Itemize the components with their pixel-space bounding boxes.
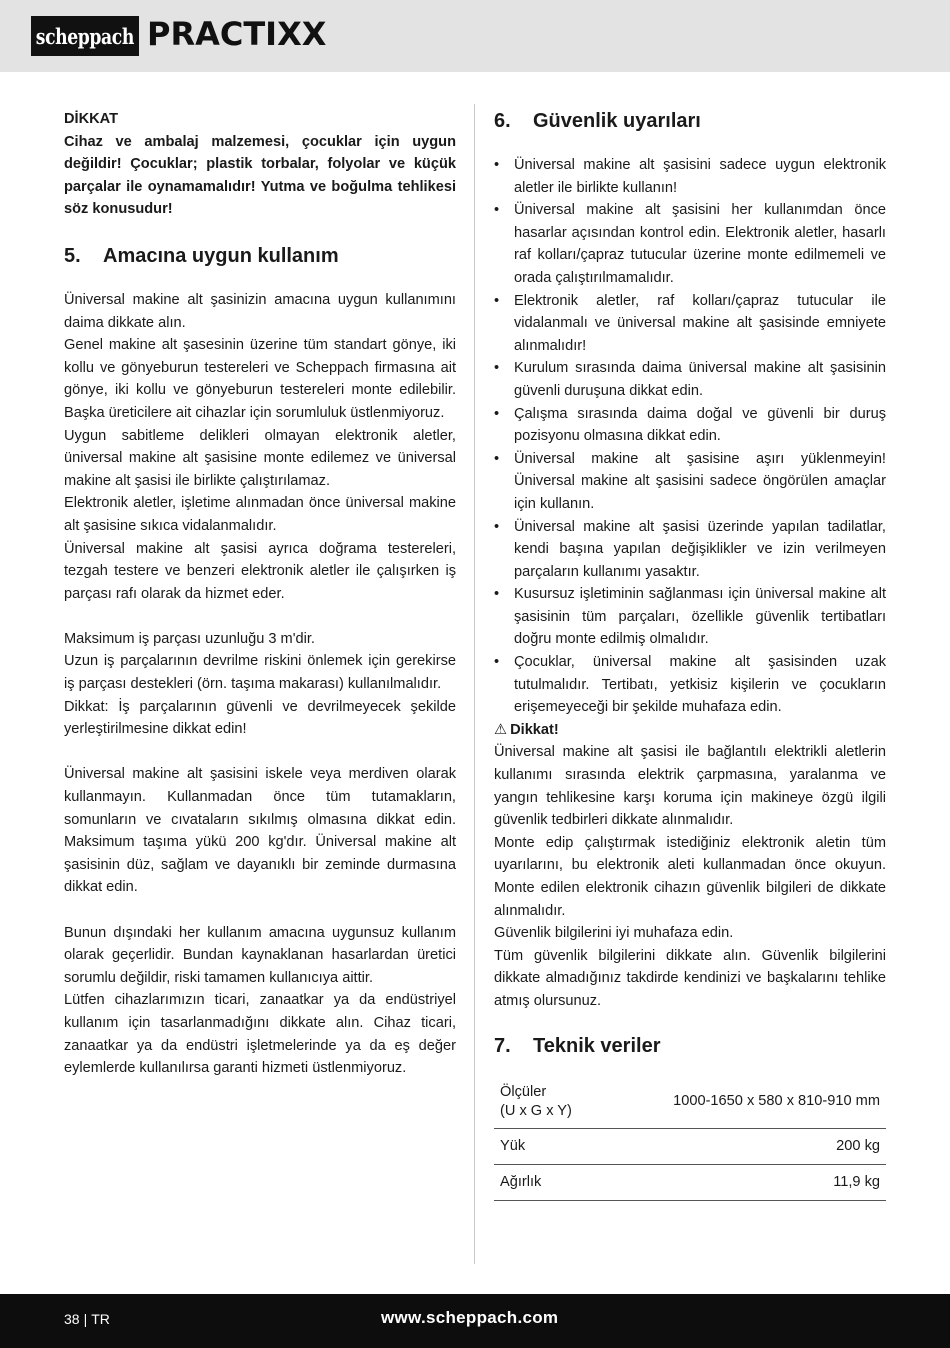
- table-cell-label: Ölçüler (U x G x Y): [494, 1079, 603, 1129]
- table-cell-value: 200 kg: [603, 1128, 886, 1164]
- paragraph: Lütfen cihazlarımızın ticari, zanaatkar ya da endüstriyel kullanım için tasarlanmadığını dikkate alın. Cihaz ticari, zanaatkar ya da endüstri işletmelerinde ya da eş değer eylemlerde kullanılırsa garanti hizmeti üstlenmiyoruz.: [64, 992, 456, 1077]
- list-item: • Elektronik aletler, raf kolları/çapraz tutucular ile vidalanmalı ve üniversal makine alt şasisinde emniyete alınmalıdır!: [494, 290, 886, 358]
- section-7-heading: [494, 1033, 886, 1059]
- list-item: • Kusursuz işletiminin sağlanması için üniversal makine alt şasisinin tüm parçaları, özellikle güvenlik tertibatları doğru monte edilmiş olmalıdır.: [494, 583, 886, 651]
- scheppach-logo: [31, 16, 139, 56]
- section-number: 6.: [494, 110, 511, 132]
- warning-heading: [494, 719, 886, 742]
- section-title: Teknik veriler: [533, 1034, 661, 1057]
- brand-name: scheppach: [35, 23, 135, 49]
- left-column: [64, 108, 456, 1080]
- list-item: • Çocuklar, üniversal makine alt şasisinden uzak tutulmalıdır. Tertibatı, yetkisiz kişilerin ve çocukların erişemeyeceği bir şekilde muhafaza edin.: [494, 651, 886, 719]
- list-item: • Üniversal makine alt şasisine aşırı yüklenmeyin! Üniversal makine alt şasisini sadece öngörülen amaçlar için kullanın.: [494, 448, 886, 516]
- page-footer: [0, 1294, 950, 1348]
- list-item: • Üniversal makine alt şasisini her kullanımdan önce hasarlar açısından kontrol edin. Elektronik aletler, hasarlı raf kolları/çapraz tutucular üzerine monte edilmemeli ve orada çalıştırılmamalıdır.: [494, 199, 886, 289]
- section-title: Güvenlik uyarıları: [533, 110, 701, 132]
- section-title: Amacına uygun kullanım: [103, 244, 339, 267]
- tech-data-table: [494, 1079, 886, 1201]
- bullet-icon: •: [494, 157, 500, 173]
- list-item: • Üniversal makine alt şasisini sadece uygun elektronik aletler ile birlikte kullanın!: [494, 154, 886, 199]
- bullet-icon: •: [494, 292, 500, 309]
- separator: |: [83, 1311, 88, 1327]
- paragraph: Güvenlik bilgilerini iyi muhafaza edin.: [494, 925, 734, 942]
- bullet-icon: •: [494, 586, 500, 603]
- practixx-logo: PRACTIXX: [147, 15, 327, 53]
- table-cell-label: Yük: [494, 1128, 603, 1164]
- column-divider: [474, 104, 475, 1264]
- paragraph: Genel makine alt şasesinin üzerine tüm standart gönye, iki kollu ve gönyeburun testereleri ve Scheppach firmasına ait gönye, iki kollu ve gönyeburun testereleri monte edilebilir. Başka üreticilere ait cihazlar için sorumluluk üstlenmiyoruz.: [64, 337, 456, 421]
- section-number: 7.: [494, 1034, 511, 1057]
- paragraph: Maksimum iş parçası uzunluğu 3 m'dir.: [64, 630, 315, 647]
- paragraph: Uzun iş parçalarının devrilme riskini önlemek için gerekirse iş parçası destekleri (örn. taşıma makarası) kullanılmalıdır.: [64, 653, 456, 693]
- table-cell-value: 1000-1650 x 580 x 810-910 mm: [603, 1079, 886, 1129]
- section-5-heading: [64, 243, 456, 269]
- paragraph: Monte edip çalıştırmak istediğiniz elektronik aletin tüm uyarılarını, bu elektronik aleti kullanmadan önce okuyun. Monte edilen elektronik cihazın güvenlik bilgileri de dikkate alınmalıdır.: [494, 834, 886, 919]
- page-header: [0, 0, 950, 72]
- warning-title: Dikkat!: [510, 721, 559, 738]
- warning-text: Cihaz ve ambalaj malzemesi, çocuklar için uygun değildir! Çocuklar; plastik torbalar, folyolar ve küçük parçalar ile oynamamalıdır! Yutma ve boğulma tehlikesi söz konusudur!: [64, 133, 456, 218]
- warning-title: DİKKAT: [64, 111, 119, 127]
- website-link[interactable]: www.scheppach.com: [381, 1308, 559, 1327]
- paragraph: Üniversal makine alt şasisi ile bağlantılı elektrikli aletlerin kullanımı sırasında elektrik çarpmasına, yaralanma ve yangın tehlikesine karşı koruma için makineye özgü ilgili güvenlik tedbirleri dikkate alınmalıdır.: [494, 744, 886, 829]
- bullet-icon: •: [494, 450, 500, 467]
- paragraph: Üniversal makine alt şasisi ayrıca doğrama testereleri, tezgah testere ve benzeri elektronik aletler ile çalışırken iş parçası rafı olarak da hizmet eder.: [64, 540, 456, 602]
- paragraph: Dikkat: İş parçalarının güvenli ve devrilmeyecek şekilde yerleştirilmesine dikkat edin!: [64, 698, 456, 738]
- warning-triangle-icon: ⚠: [494, 721, 508, 738]
- list-item: • Çalışma sırasında daima doğal ve güvenli bir duruş pozisyonu olmasına dikkat edin.: [494, 403, 886, 448]
- list-item: • Kurulum sırasında daima üniversal makine alt şasisinin güvenli duruşuna dikkat edin.: [494, 357, 886, 402]
- paragraph: Tüm güvenlik bilgilerini dikkate alın. Güvenlik bilgilerini dikkate almadığınız takdirde kendinizi ve başkalarını tehlike atmış olursunuz.: [494, 947, 886, 1009]
- table-row: [494, 1164, 886, 1200]
- list-item: • Üniversal makine alt şasisi üzerinde yapılan tadilatlar, kendi başına yapılan değişiklikler ve izin verilmeyen parçaların kullanımı yasaktır.: [494, 516, 886, 584]
- paragraph: Üniversal makine alt şasisini iskele veya merdiven olarak kullanmayın. Kullanmadan önce tüm tutamakların, somunların ve cıvataların sıkılmış olmasına dikkat edin. Maksimum taşıma yükü 200 kg'dır. Üniversal makine alt şasisinin düz, sağlam ve dayanıklı bir zeminde durmasına dikkat edin.: [64, 766, 456, 896]
- bullet-icon: •: [494, 405, 500, 422]
- paragraph: Elektronik aletler, işletime alınmadan önce üniversal makine alt şasisine sıkıca vidalanmalıdır.: [64, 495, 456, 534]
- paragraph: Üniversal makine alt şasinizin amacına uygun kullanımını daima dikkate alın.: [64, 291, 456, 331]
- section-6-heading: [494, 108, 886, 134]
- bullet-icon: •: [494, 202, 500, 219]
- right-column: [494, 108, 886, 1201]
- table-row: [494, 1128, 886, 1164]
- page-number: 38: [64, 1311, 80, 1327]
- section-number: 5.: [64, 244, 81, 267]
- bullet-icon: •: [494, 518, 500, 535]
- table-row: [494, 1079, 886, 1129]
- safety-list: [494, 154, 886, 719]
- page-info: [64, 1311, 110, 1327]
- language-code: TR: [91, 1311, 110, 1327]
- bullet-icon: •: [494, 360, 500, 377]
- paragraph: Uygun sabitleme delikleri olmayan elektronik aletler, üniversal makine alt şasisine monte edilemez ve üniversal makine alt şasisi ile birlikte çalıştırılamaz.: [64, 427, 456, 489]
- bullet-icon: •: [494, 654, 500, 671]
- table-cell-label: Ağırlık: [494, 1164, 603, 1200]
- paragraph: Bunun dışındaki her kullanım amacına uygunsuz kullanım olarak geçerlidir. Bundan kaynaklanan hasarlardan üretici sorumlu değildir, riski tamamen kullanıcıya aittir.: [64, 924, 456, 986]
- table-cell-value: 11,9 kg: [603, 1164, 886, 1200]
